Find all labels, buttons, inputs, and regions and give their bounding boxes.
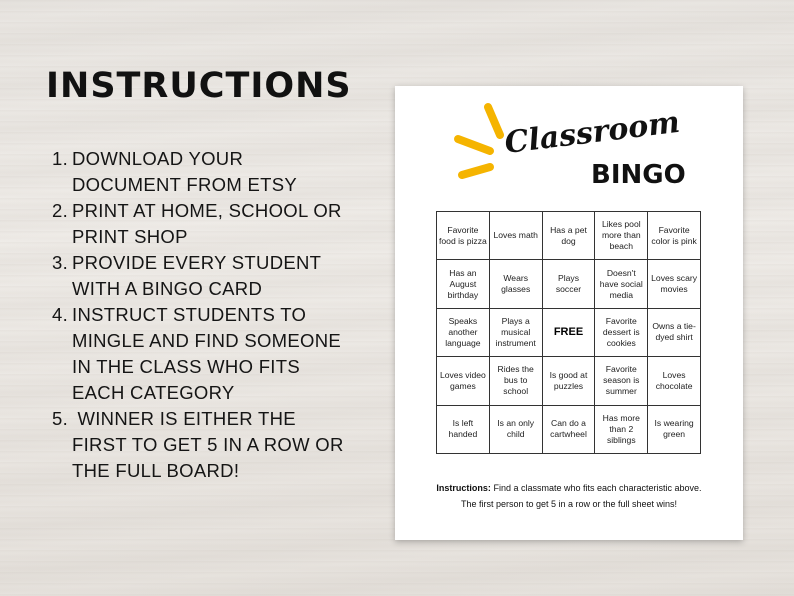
- sun-rays-icon: [450, 101, 510, 181]
- bingo-cell: Is left handed: [437, 405, 490, 453]
- step-text: PRINT AT HOME, SCHOOL OR PRINT SHOP: [72, 200, 342, 247]
- step-text: DOWNLOAD YOUR DOCUMENT FROM ETSY: [72, 148, 298, 195]
- bingo-sheet: [395, 86, 743, 540]
- step-text: WINNER IS EITHER THE FIRST TO GET 5 IN A ROW OR THE FULL BOARD!: [72, 408, 349, 481]
- title-classroom: Classroom: [502, 104, 682, 161]
- step-item: [52, 198, 352, 250]
- bingo-cell: Favorite dessert is cookies: [595, 308, 648, 356]
- step-number: 5.: [52, 408, 69, 429]
- bingo-cell: Likes pool more than beach: [595, 212, 648, 260]
- bingo-cell: Wears glasses: [489, 260, 542, 308]
- bingo-cell: Plays soccer: [542, 260, 595, 308]
- bingo-cell: Favorite food is pizza: [437, 212, 490, 260]
- bingo-cell: Speaks another language: [437, 308, 490, 356]
- instructions-heading: INSTRUCTIONS: [46, 66, 352, 106]
- step-text: INSTRUCT STUDENTS TO MINGLE AND FIND SOMEONE IN THE CLASS WHO FITS EACH CATEGORY: [72, 304, 342, 403]
- bingo-cell: Is good at puzzles: [542, 357, 595, 405]
- bingo-cell: Doesn't have social media: [595, 260, 648, 308]
- bingo-cell: Loves math: [489, 212, 542, 260]
- bingo-cell: Loves chocolate: [648, 357, 701, 405]
- sheet-instructions: [413, 480, 725, 512]
- step-item: [52, 302, 352, 406]
- bingo-cell: Favorite season is summer: [595, 357, 648, 405]
- step-number: 4.: [52, 304, 69, 325]
- bingo-cell: Is wearing green: [648, 405, 701, 453]
- bingo-cell: Loves video games: [437, 357, 490, 405]
- bingo-cell: Rides the bus to school: [489, 357, 542, 405]
- bingo-cell: Has an August birthday: [437, 260, 490, 308]
- bingo-cell: Is an only child: [489, 405, 542, 453]
- bingo-cell: Owns a tie-dyed shirt: [648, 308, 701, 356]
- instructions-line-1: Find a classmate who fits each characteristic above.: [493, 483, 702, 493]
- step-item: [52, 250, 352, 302]
- step-item: [52, 146, 352, 198]
- bingo-cell: Loves scary movies: [648, 260, 701, 308]
- free-cell: FREE: [542, 308, 595, 356]
- step-number: 3.: [52, 252, 69, 273]
- grid-row: [437, 405, 701, 453]
- bingo-cell: Can do a cartwheel: [542, 405, 595, 453]
- title-bingo: BINGO: [591, 160, 686, 190]
- bingo-cell: Favorite color is pink: [648, 212, 701, 260]
- bingo-cell: Plays a musical instrument: [489, 308, 542, 356]
- bingo-cell: Has more than 2 siblings: [595, 405, 648, 453]
- step-text: PROVIDE EVERY STUDENT WITH A BINGO CARD: [72, 252, 321, 299]
- grid-row: [437, 260, 701, 308]
- bingo-grid: [436, 211, 701, 454]
- instruction-steps: [52, 146, 352, 484]
- grid-row: [437, 212, 701, 260]
- instructions-label: Instructions:: [436, 483, 491, 493]
- grid-row: [437, 308, 701, 356]
- grid-row: [437, 357, 701, 405]
- step-item: [52, 406, 352, 484]
- bingo-cell: Has a pet dog: [542, 212, 595, 260]
- step-number: 1.: [52, 148, 69, 169]
- instructions-line-2: The first person to get 5 in a row or the full sheet wins!: [460, 499, 678, 509]
- step-number: 2.: [52, 200, 69, 221]
